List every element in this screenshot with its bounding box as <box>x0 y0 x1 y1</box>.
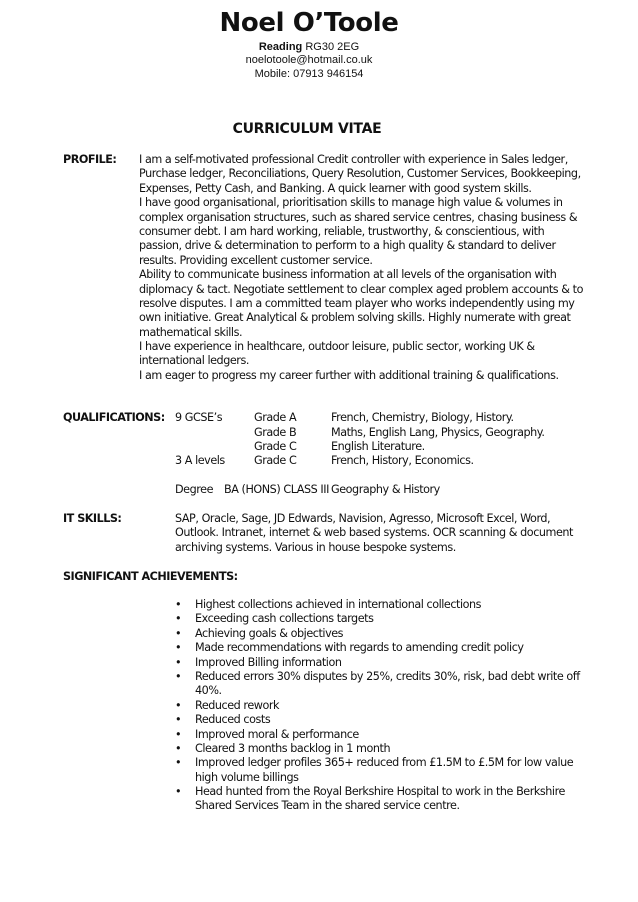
achievement-text: 40%. <box>195 684 222 698</box>
bullet-icon: • <box>175 669 182 683</box>
qualifications-label: QUALIFICATIONS: <box>63 411 165 424</box>
it-skills-line: Outlook. Intranet, internet & web based systems. OCR scanning & document <box>175 526 573 540</box>
achievement-item <box>175 598 575 612</box>
profile-line: I have experience in healthcare, outdoor leisure, public sector, working UK & <box>139 340 535 354</box>
it-skills-line: archiving systems. Various in house bespoke systems. <box>175 540 456 554</box>
bullet-icon: • <box>175 612 182 626</box>
achievement-text: Head hunted from the Royal Berkshire Hospital to work in the Berkshire <box>195 785 565 799</box>
profile-line: consumer debt. I am hard working, reliable, trustworthy, & conscientious, with <box>139 224 545 238</box>
alevel-grade: Grade C <box>254 454 297 467</box>
bullet-icon: • <box>175 655 182 669</box>
gcse-label: 9 GCSE’s <box>175 411 223 424</box>
profile-line: resolve disputes. I am a committed team player who works independently using my <box>139 296 575 310</box>
achievements-list <box>175 598 580 814</box>
achievement-text: Achieving goals & objectives <box>195 626 344 640</box>
gcse-grade: Grade B <box>254 426 297 439</box>
achievement-item <box>175 641 575 655</box>
profile-line: mathematical skills. <box>139 325 243 339</box>
bullet-icon: • <box>175 785 182 799</box>
profile-line: complex organisation structures, such as shared service centres, chasing business & <box>139 210 578 224</box>
achievement-item <box>175 669 580 699</box>
achievement-text: Shared Services Team in the shared service centre. <box>195 799 460 813</box>
achievement-text: high volume billings <box>195 770 299 784</box>
it-skills-line: SAP, Oracle, Sage, JD Edwards, Navision, Agresso, Microsoft Excel, Word, <box>175 512 551 525</box>
profile-line: Ability to communicate business information at all levels of the organisation with <box>139 268 557 282</box>
profile-line: I am a self-motivated professional Credit controller with experience in Sales ledger, <box>139 153 568 166</box>
achievement-text: Made recommendations with regards to amending credit policy <box>195 641 524 655</box>
achievement-text: Improved moral & performance <box>195 727 359 741</box>
achievement-text: Improved Billing information <box>195 655 342 669</box>
achievement-text: Reduced rework <box>195 698 280 712</box>
achievement-text: Cleared 3 months backlog in 1 month <box>195 741 391 755</box>
document-title: CURRICULUM VITAE <box>232 121 382 137</box>
achievement-text: Highest collections achieved in international collections <box>195 598 482 611</box>
achievements-label: SIGNIFICANT ACHIEVEMENTS: <box>63 570 238 583</box>
profile-label: PROFILE: <box>63 153 117 166</box>
profile-text <box>139 153 583 383</box>
profile-line: I am eager to progress my career further with additional training & qualifications. <box>139 368 559 382</box>
achievement-item <box>175 656 575 670</box>
profile-line: passion, drive & determination to perform to a high quality & standard to deliver <box>139 239 556 253</box>
profile-line: diplomacy & tact. Negotiate settlement to clear complex aged problem accounts & to <box>139 282 583 296</box>
achievement-item <box>175 699 575 713</box>
gcse-subjects: Maths, English Lang, Physics, Geography. <box>331 426 545 439</box>
achievement-item <box>175 713 575 727</box>
gcse-grade: Grade A <box>254 411 297 424</box>
achievement-text: Reduced costs <box>195 713 271 727</box>
email-address: noelotoole@hotmail.co.uk <box>245 54 373 66</box>
address-town: Reading <box>258 41 303 53</box>
it-skills-label: IT SKILLS: <box>63 512 122 525</box>
bullet-icon: • <box>175 698 182 712</box>
degree-label: Degree <box>175 483 214 496</box>
gcse-grade: Grade C <box>254 440 297 453</box>
bullet-icon: • <box>175 713 182 727</box>
achievement-item <box>175 612 575 626</box>
mobile-number: Mobile: 07913 946154 <box>254 68 364 80</box>
degree-type: BA (HONS) CLASS III <box>224 483 329 496</box>
address-line <box>0 41 618 53</box>
profile-line: Purchase ledger, Reconciliations, Query Resolution, Customer Services, Bookkeeping, <box>139 167 581 181</box>
achievement-item <box>175 627 575 641</box>
achievement-item <box>175 756 575 785</box>
gcse-subjects: English Literature. <box>331 440 425 453</box>
bullet-icon: • <box>175 756 182 770</box>
it-skills-text <box>175 512 573 555</box>
bullet-icon: • <box>175 727 182 741</box>
profile-line: Expenses, Petty Cash, and Banking. A quick learner with good system skills. <box>139 181 532 195</box>
bullet-icon: • <box>175 741 182 755</box>
alevel-label: 3 A levels <box>175 454 225 467</box>
profile-line: international ledgers. <box>139 354 249 368</box>
degree-subject: Geography & History <box>331 483 440 496</box>
bullet-icon: • <box>175 598 182 611</box>
profile-line: results. Providing excellent customer service. <box>139 253 373 267</box>
alevel-subjects: French, History, Economics. <box>331 454 474 467</box>
achievement-item <box>175 785 575 814</box>
bullet-icon: • <box>175 626 182 640</box>
achievement-item <box>175 728 575 742</box>
achievement-text: Improved ledger profiles 365+ reduced from £1.5M to £.5M for low value <box>195 756 574 770</box>
bullet-icon: • <box>175 641 182 655</box>
gcse-subjects: French, Chemistry, Biology, History. <box>331 411 514 424</box>
profile-line: I have good organisational, prioritisation skills to manage high value & volumes in <box>139 196 563 210</box>
achievement-text: Exceeding cash collections targets <box>195 612 374 626</box>
candidate-name: Noel O’Toole <box>219 8 399 38</box>
profile-line: own initiative. Great Analytical & problem solving skills. Highly numerate with great <box>139 311 571 325</box>
achievement-item <box>175 742 575 756</box>
address-postcode: RG30 2EG <box>305 41 360 53</box>
achievement-text: Reduced errors 30% disputes by 25%, credits 30%, risk, bad debt write off <box>195 669 580 683</box>
